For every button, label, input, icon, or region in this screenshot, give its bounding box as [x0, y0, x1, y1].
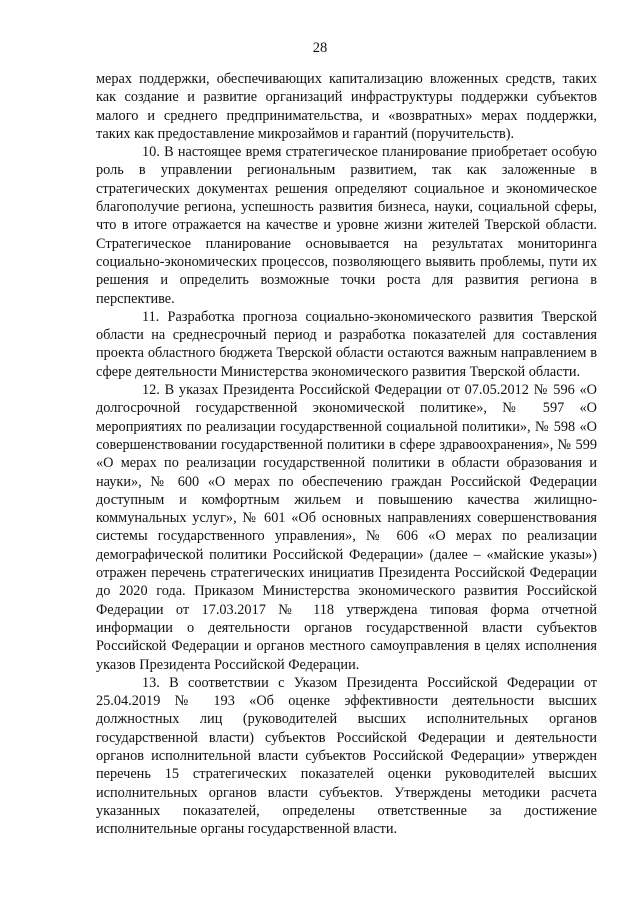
paragraph-11: 11. Разработка прогноза социально-экономического развития Тверской области на среднесрочный период и разработка показателей для составления проекта областного бюджета Тверской области остаются важным направлением в сфере деятельности Министерства экономического развития Тверской области. [96, 308, 597, 380]
paragraph-12: 12. В указах Президента Российской Федерации от 07.05.2012 № 596 «О долгосрочной государственной экономической политике», № 597 «О мероприятиях по реализации государственной социальной политики», № 598 «О совершенствовании государственной политики в сфере здравоохранения», № 599 «О мерах по реализации государственной политики в области образования и науки», № 600 «О мерах по обеспечению граждан Российской Федерации доступным и комфортным жильем и повышению качества жилищно-коммунальных услуг», № 601 «Об основных направлениях совершенствования системы государственного управления», № 606 «О мерах по реализации демографической политики Российской Федерации» (далее – «майские указы») отражен перечень стратегических инициатив Президента Российской Федерации до 2020 года. Приказом Министерства экономического развития Российской Федерации от 17.03.2017 № 118 утверждена типовая форма отчетной информации о деятельности органов государственной власти субъектов Российской Федерации и органов местного самоуправления в целях исполнения указов Президента Российской Федерации. [96, 382, 597, 673]
paragraph-continuation: мерах поддержки, обеспечивающих капитализацию вложенных средств, таких как создание и развитие организаций инфраструктуры поддержки субъектов малого и среднего предпринимательства, и «возвратных» мерах поддержки, таких как предоставление микрозаймов и гарантий (поручительств). [96, 71, 597, 142]
document-body [96, 70, 597, 838]
paragraph-10: 10. В настоящее время стратегическое планирование приобретает особую роль в управлении региональным развитием, так как заложенные в стратегических документах решения определяют социальное и экономическое благополучие региона, успешность развития бизнеса, науки, социальной сферы, что в итоге отражается на качестве и уровне жизни жителей Тверской области. Стратегическое планирование основывается на результатах мониторинга социально-экономических процессов, позволяющего выявить проблемы, пути их решения и определить возможные точки роста для развития региона в перспективе. [96, 144, 597, 307]
paragraph-13: 13. В соответствии с Указом Президента Российской Федерации от 25.04.2019 № 193 «Об оценке эффективности деятельности высших должностных лиц (руководителей высших исполнительных органов государственной власти) субъектов Российской Федерации и деятельности органов исполнительной власти субъектов Российской Федерации» утвержден перечень 15 стратегических показателей оценки руководителей высших исполнительных органов власти субъектов. Утверждены методики расчета указанных показателей, определены ответственные за достижение исполнительные органы государственной власти. [96, 674, 597, 838]
page-number: 28 [312, 40, 328, 56]
